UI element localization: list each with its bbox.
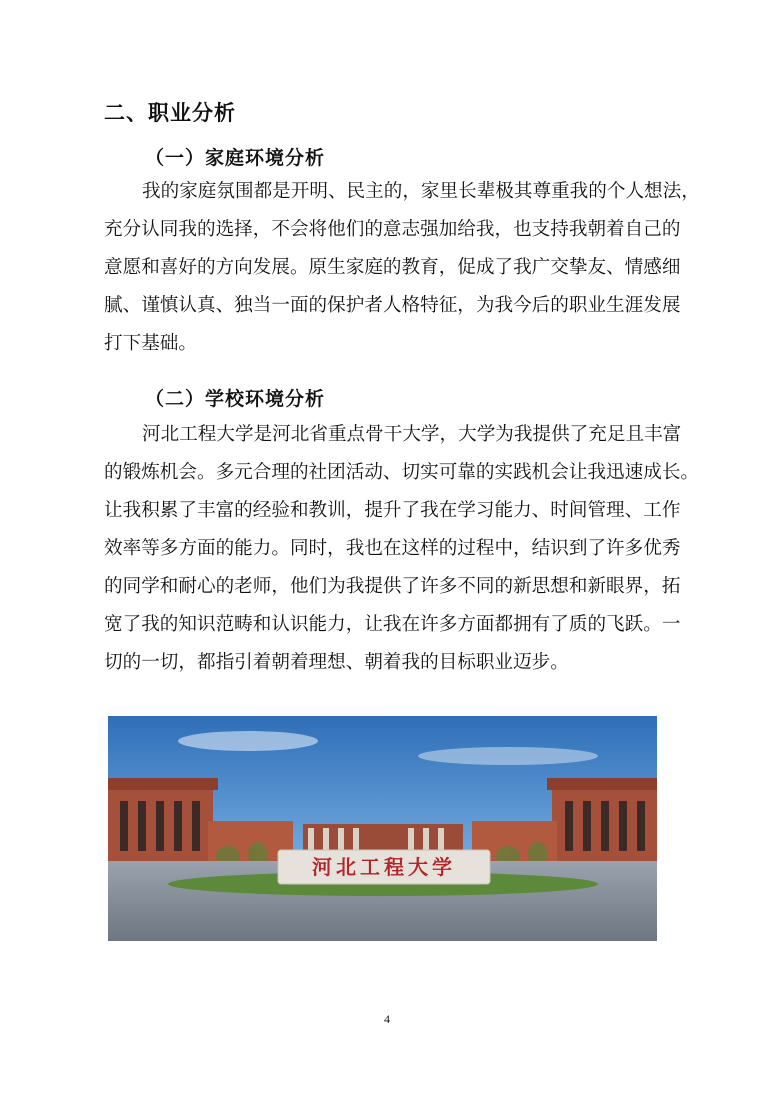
page-number: 4 (384, 1012, 390, 1026)
paragraph-line: 宽了我的知识范畴和认识能力，让我在许多方面都拥有了质的飞跃。一 (104, 614, 681, 635)
paragraph-line: 让我积累了丰富的经验和教训，提升了我在学习能力、时间管理、工作 (104, 500, 681, 521)
paragraph-line: 充分认同我的选择，不会将他们的意志强加给我，也支持我朝着自己的 (104, 219, 681, 240)
paragraph-school-environment (104, 416, 700, 682)
paragraph-line: 河北工程大学是河北省重点骨干大学，大学为我提供了充足且丰富 (142, 424, 682, 445)
paragraph-line: 切的一切，都指引着朝着理想、朝着我的目标职业迈步。 (104, 652, 569, 673)
paragraph-line: 的锻炼机会。多元合理的社团活动、切实可靠的实践机会让我迅速成长。 (104, 462, 700, 483)
paragraph-line: 的同学和耐心的老师，他们为我提供了许多不同的新思想和新眼界，拓 (104, 576, 681, 597)
subsection-title-family: （一）家庭环境分析 (145, 147, 326, 169)
paragraph-line: 我的家庭氛围都是开明、民主的，家里长辈极其尊重我的个人想法， (142, 181, 700, 202)
section-title: 二、职业分析 (104, 101, 236, 125)
paragraph-line: 效率等多方面的能力。同时，我也在这样的过程中，结识到了许多优秀 (104, 538, 681, 559)
gate-sign-text: 河北工程大学 (312, 855, 456, 879)
paragraph-line: 打下基础。 (104, 333, 197, 354)
paragraph-line: 意愿和喜好的方向发展。原生家庭的教育，促成了我广交挚友、情感细 (104, 257, 681, 278)
campus-gate-photo (108, 716, 657, 941)
paragraph-family-environment (104, 173, 700, 363)
paragraph-line: 腻、谨慎认真、独当一面的保护者人格特征，为我今后的职业生涯发展 (104, 295, 681, 316)
subsection-title-school: （二）学校环境分析 (145, 388, 326, 410)
